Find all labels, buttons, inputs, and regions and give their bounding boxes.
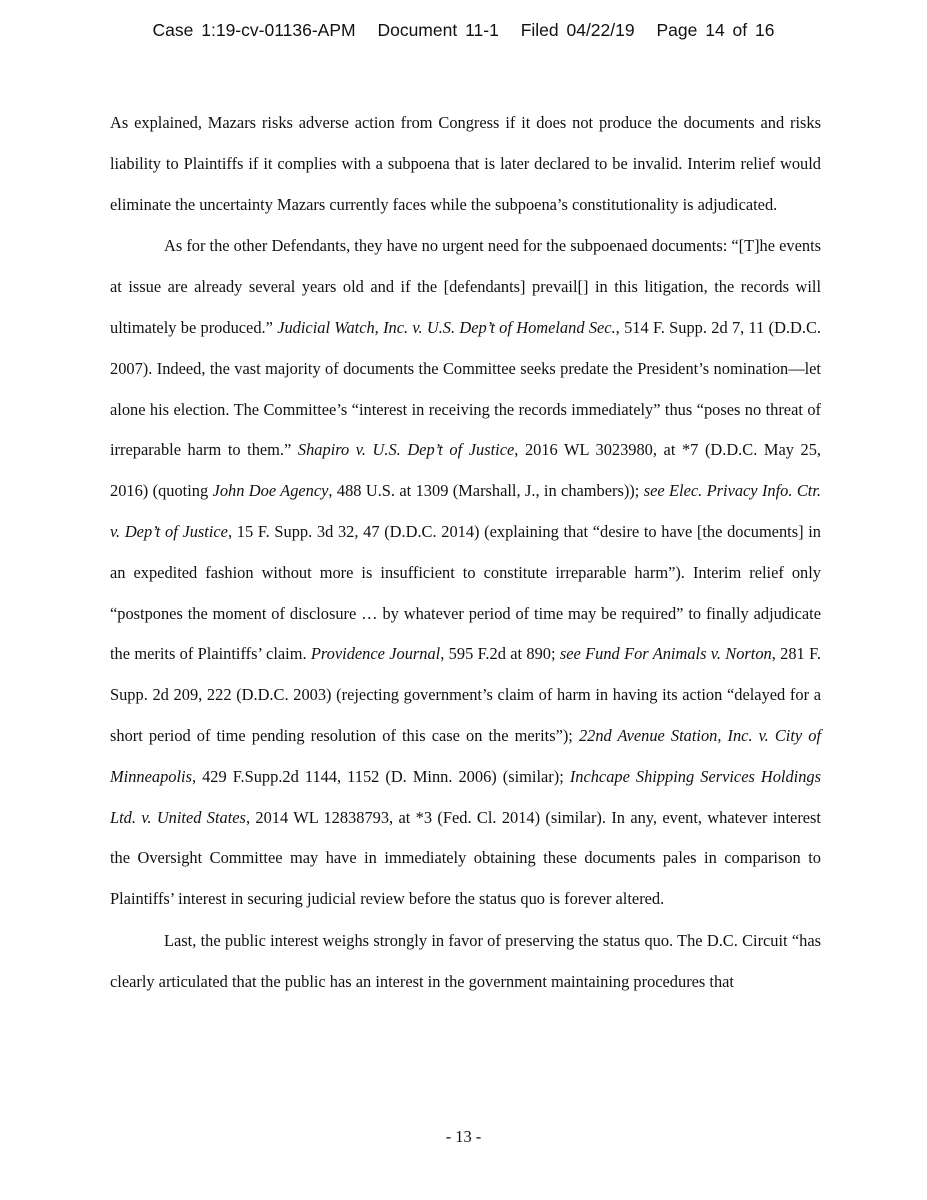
- case-number: Case 1:19-cv-01136-APM: [152, 20, 356, 40]
- page-number: - 13 -: [445, 1127, 482, 1146]
- case-citation: Judicial Watch, Inc. v. U.S. Dep’t of Homeland Sec.: [277, 317, 616, 337]
- paragraph-text: , 2014 WL 12838793, at *3 (Fed. Cl. 2014) (similar). In any, event, whatever interest the Oversight Committee may have in immediately obtaining these documents pales in comparison to Plaintiffs’ interest in securing judicial review before the status quo is forever altered.: [110, 807, 821, 909]
- paragraph-1: [110, 103, 821, 225]
- document-body: [110, 103, 821, 1003]
- paragraph-text: , 488 U.S. at 1309 (Marshall, J., in chambers));: [328, 481, 644, 501]
- paragraph-text: , 514 F. Supp. 2d 7, 11 (D.D.C. 2007). Indeed, the vast majority of documents the Committee seeks predate the President’s nomination—let alone his election. The Committee’s “interest in receiving the records immediately” thus “poses no threat of irreparable harm to them.”: [110, 317, 821, 460]
- paragraph-text: , 2016 WL 3023980, at *7 (D.D.C. May 25, 2016) (quoting: [110, 440, 822, 501]
- paragraph-2: [110, 226, 821, 920]
- case-citation: see Fund For Animals v. Norton: [559, 644, 772, 664]
- paragraph-3: [110, 921, 821, 1003]
- page-count: Page 14 of 16: [656, 20, 775, 40]
- filed-date: Filed 04/22/19: [520, 20, 635, 40]
- paragraph-text: , 429 F.Supp.2d 1144, 1152 (D. Minn. 2006) (similar);: [191, 766, 570, 786]
- case-citation: 22nd Avenue Station, Inc. v. City of Minneapolis: [110, 725, 821, 786]
- paragraph-text: Last, the public interest weighs strongly in favor of preserving the status quo. The D.C. Circuit “has clearly articulated that the public has an interest in the government maintaining procedures that: [110, 930, 821, 991]
- case-citation: see Elec. Privacy Info. Ctr. v. Dep’t of Justice: [110, 481, 821, 541]
- case-citation: Providence Journal: [310, 644, 441, 664]
- document-number: Document 11-1: [377, 20, 499, 40]
- case-citation: Inchcape Shipping Services Holdings Ltd. v. United States: [110, 766, 821, 827]
- paragraph-text: As for the other Defendants, they have no urgent need for the subpoenaed documents: “[T]he events at issue are already several years old and if the [defendants] prevail[] in this litigation, the records will ultimately be produced.”: [110, 236, 821, 337]
- case-citation: Shapiro v. U.S. Dep’t of Justice: [297, 440, 515, 460]
- paragraph-text: , 15 F. Supp. 3d 32, 47 (D.D.C. 2014) (explaining that “desire to have [the documents] in an expedited fashion without more is insufficient to constitute irreparable harm”). Interim relief only “postpones the moment of disclosure … by whatever period of time may be required” to finally adjudicate the merits of Plaintiffs’ claim.: [110, 521, 821, 664]
- case-citation: John Doe Agency: [212, 481, 329, 501]
- paragraph-text: , 595 F.2d at 890;: [440, 644, 560, 664]
- paragraph-text: , 281 F. Supp. 2d 209, 222 (D.D.C. 2003) (rejecting government’s claim of harm in having its action “delayed for a short period of time pending resolution of this case on the merits”);: [110, 644, 821, 745]
- case-header: [0, 20, 927, 41]
- paragraph-text: As explained, Mazars risks adverse action from Congress if it does not produce the documents and risks liability to Plaintiffs if it complies with a subpoena that is later declared to be invalid. Interim relief would eliminate the uncertainty Mazars currently faces while the subpoena’s constitutionality is adjudicated.: [110, 113, 821, 214]
